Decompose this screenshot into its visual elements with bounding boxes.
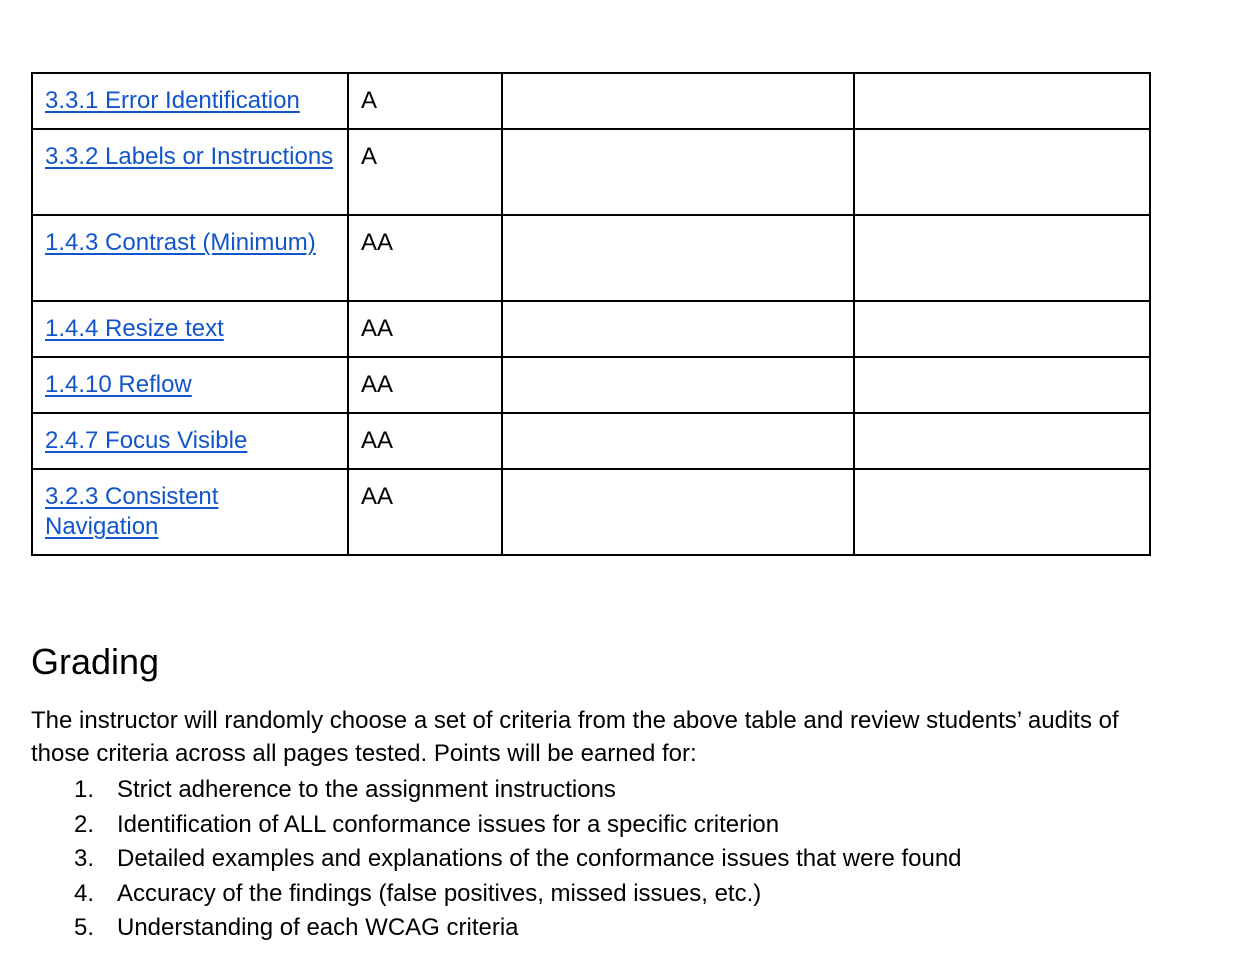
empty-cell[interactable]: [854, 413, 1150, 469]
list-item: [74, 808, 962, 843]
list-item-text: Accuracy of the findings (false positives, missed issues, etc.): [117, 879, 762, 907]
empty-cell[interactable]: [854, 469, 1150, 555]
table-row: [32, 73, 1150, 129]
level-label: AA: [361, 229, 394, 256]
level-label: AA: [361, 483, 394, 510]
level-cell: [348, 301, 502, 357]
criterion-cell: [32, 357, 348, 413]
criterion-link-2-4-7[interactable]: 2.4.7 Focus Visible: [45, 427, 248, 454]
empty-cell[interactable]: [502, 129, 854, 215]
level-cell: [348, 215, 502, 301]
criterion-cell: [32, 215, 348, 301]
level-label: AA: [361, 427, 394, 454]
grading-description: The instructor will randomly choose a set of criteria from the above table and review students’ audits of those criteria across all pages tested. Points will be earned for:: [31, 707, 1119, 767]
criterion-link-3-2-3[interactable]: 3.2.3 Consistent Navigation: [45, 483, 219, 540]
table-row: [32, 301, 1150, 357]
criterion-link-3-3-2[interactable]: 3.3.2 Labels or Instructions: [45, 143, 334, 170]
level-cell: [348, 73, 502, 129]
table-row: [32, 469, 1150, 555]
level-label: AA: [361, 371, 394, 398]
list-item: [74, 911, 962, 946]
criterion-cell: [32, 301, 348, 357]
table-row: [32, 357, 1150, 413]
empty-cell[interactable]: [854, 129, 1150, 215]
criterion-link-1-4-3[interactable]: 1.4.3 Contrast (Minimum): [45, 229, 316, 256]
empty-cell[interactable]: [502, 413, 854, 469]
empty-cell[interactable]: [502, 301, 854, 357]
list-item-text: Understanding of each WCAG criteria: [117, 914, 519, 941]
empty-cell[interactable]: [854, 301, 1150, 357]
empty-cell[interactable]: [502, 73, 854, 129]
grading-criteria-list: [74, 773, 962, 946]
table-row: [32, 215, 1150, 301]
list-item-number: 5.: [74, 914, 95, 941]
list-item-number: 2.: [74, 810, 95, 838]
empty-cell[interactable]: [502, 469, 854, 555]
level-label: AA: [361, 315, 394, 342]
list-item: [74, 877, 962, 912]
list-item-number: 3.: [74, 845, 95, 872]
empty-cell[interactable]: [854, 357, 1150, 413]
criterion-cell: [32, 469, 348, 555]
level-label: A: [361, 87, 378, 114]
empty-cell[interactable]: [854, 73, 1150, 129]
empty-cell[interactable]: [502, 357, 854, 413]
table-row: [32, 413, 1150, 469]
list-item-number: 1.: [74, 776, 95, 803]
grading-heading: Grading: [31, 641, 160, 682]
list-item-text: Identification of ALL conformance issues for a specific criterion: [117, 810, 780, 838]
list-item: [74, 842, 962, 877]
empty-cell[interactable]: [502, 215, 854, 301]
criterion-cell: [32, 129, 348, 215]
level-cell: [348, 413, 502, 469]
level-cell: [348, 357, 502, 413]
list-item: [74, 773, 962, 808]
level-cell: [348, 469, 502, 555]
empty-cell[interactable]: [854, 215, 1150, 301]
level-label: A: [361, 143, 378, 170]
table-row: [32, 129, 1150, 215]
criterion-link-1-4-4[interactable]: 1.4.4 Resize text: [45, 315, 224, 342]
list-item-text: Strict adherence to the assignment instructions: [117, 776, 616, 803]
wcag-criteria-table: [31, 72, 1151, 556]
criterion-cell: [32, 413, 348, 469]
list-item-number: 4.: [74, 879, 95, 907]
level-cell: [348, 129, 502, 215]
list-item-text: Detailed examples and explanations of the conformance issues that were found: [117, 845, 962, 872]
criterion-link-3-3-1[interactable]: 3.3.1 Error Identification: [45, 87, 300, 114]
criterion-cell: [32, 73, 348, 129]
criterion-link-1-4-10[interactable]: 1.4.10 Reflow: [45, 371, 192, 398]
